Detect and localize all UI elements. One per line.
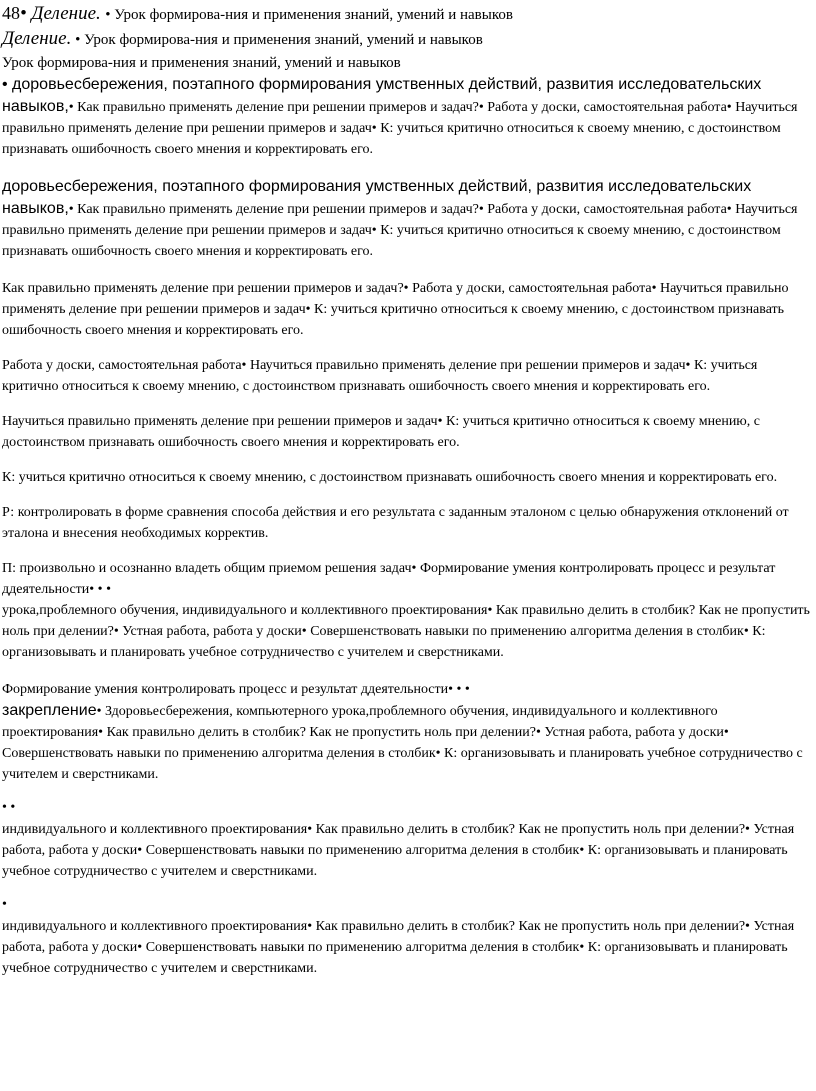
paragraph-8-a: П: произвольно и осознанно владеть общим приемом решения задач• Формирование умения контролировать процесс и результат ддеятельности• • • (2, 561, 776, 597)
paragraph-9-lead: закреплениe (2, 702, 97, 719)
paragraph-8-b: урока,проблемного обучения, индивидуального и коллективного проектирования• Как правильно делить в столбик? Как не пропустить ноль при делении?• Устная работа, работа у доски• Совершенствовать навыки по применению алгоритма деления в столбик• К: организовывать и планировать учебное сотрудничество с учителем и сверстниками. (2, 603, 810, 660)
paragraph-9 (2, 679, 812, 785)
paragraph-1 (2, 74, 812, 160)
bullet-dots-1: • • (2, 800, 16, 815)
paragraph-2-lead: доровьесбережения, поэтапного формирования умственных действий, развития исследовательских (2, 178, 752, 195)
paragraph-4: Работа у доски, самостоятельная работа• Научиться правильно применять деление при решении примеров и задач• К: учиться критично относиться к своему мнению, с достоинством признавать ошибочность своего мнения и корректировать его. (2, 358, 758, 394)
bullet-dots-2: • (2, 897, 7, 912)
paragraph-2 (2, 176, 812, 262)
header-line-3: Урок формирова-ния и применения знаний, умений и навыков (2, 55, 401, 71)
header-line-2 (2, 27, 812, 52)
paragraph-8 (2, 558, 812, 663)
lesson-type-2: • Урок формирова-ния и применения знаний, умений и навыков (75, 32, 483, 48)
paragraph-6: К: учиться критично относиться к своему мнению, с достоинством признавать ошибочность своего мнения и корректировать его. (2, 470, 778, 485)
paragraph-3: Как правильно применять деление при решении примеров и задач?• Работа у доски, самостоятельная работа• Научиться правильно применять деление при решении примеров и задач• К: учиться критично относиться к своему мнению, с достоинством признавать ошибочность своего мнения и корректировать его. (2, 281, 789, 338)
lesson-type: • Урок формирова-ния и применения знаний, умений и навыков (105, 7, 513, 23)
header-line-1 (2, 1, 812, 27)
paragraph-2-lead-2: навыков, (2, 200, 69, 217)
paragraph-9-body: • Здоровьесбережения, компьютерного урока,проблемного обучения, индивидуального и коллективного проектирования• Как правильно делить в столбик? Как не пропустить ноль при делении?• Устная работа, работа у доски• Совершенствовать навыки по применению алгоритма деления в столбик• К: организовывать и планировать учебное сотрудничество с учителем и сверстниками. (2, 704, 803, 782)
paragraph-7: Р: контролировать в форме сравнения способа действия и его результата с заданным эталоном с целью обнаружения отклонений от эталона и внесения необходимых корректив. (2, 505, 789, 541)
paragraph-9-a: Формирование умения контролировать процесс и результат ддеятельности• • • (2, 682, 470, 697)
paragraph-1-body: • Как правильно применять деление при решении примеров и задач?• Работа у доски, самостоятельная работа• Научиться правильно применять деление при решении примеров и задач• К: учиться критично относиться к своему мнению, с достоинством признавать ошибочность своего мнения и корректировать его. (2, 100, 798, 157)
lesson-title: • Деление. (20, 3, 101, 24)
paragraph-5: Научиться правильно применять деление при решении примеров и задач• К: учиться критично относиться к своему мнению, с достоинством признавать ошибочность своего мнения и корректировать его. (2, 414, 760, 450)
page-number: 48 (2, 3, 20, 23)
lesson-title-2: Деление. (2, 28, 72, 49)
paragraph-1-lead: • доровьесбережения, поэтапного формирования умственных действий, развития исследовательских (2, 76, 762, 93)
paragraph-11: индивидуального и коллективного проектирования• Как правильно делить в столбик? Как не пропустить ноль при делении?• Устная работа, работа у доски• Совершенствовать навыки по применению алгоритма деления в столбик• К: организовывать и планировать учебное сотрудничество с учителем и сверстниками. (2, 919, 795, 976)
document-page (0, 1, 816, 1091)
paragraph-2-body: • Как правильно применять деление при решении примеров и задач?• Работа у доски, самостоятельная работа• Научиться правильно применять деление при решении примеров и задач• К: учиться критично относиться к своему мнению, с достоинством признавать ошибочность своего мнения и корректировать его. (2, 202, 798, 259)
paragraph-1-lead-2: навыков, (2, 98, 69, 115)
paragraph-10: индивидуального и коллективного проектирования• Как правильно делить в столбик? Как не пропустить ноль при делении?• Устная работа, работа у доски• Совершенствовать навыки по применению алгоритма деления в столбик• К: организовывать и планировать учебное сотрудничество с учителем и сверстниками. (2, 822, 795, 879)
